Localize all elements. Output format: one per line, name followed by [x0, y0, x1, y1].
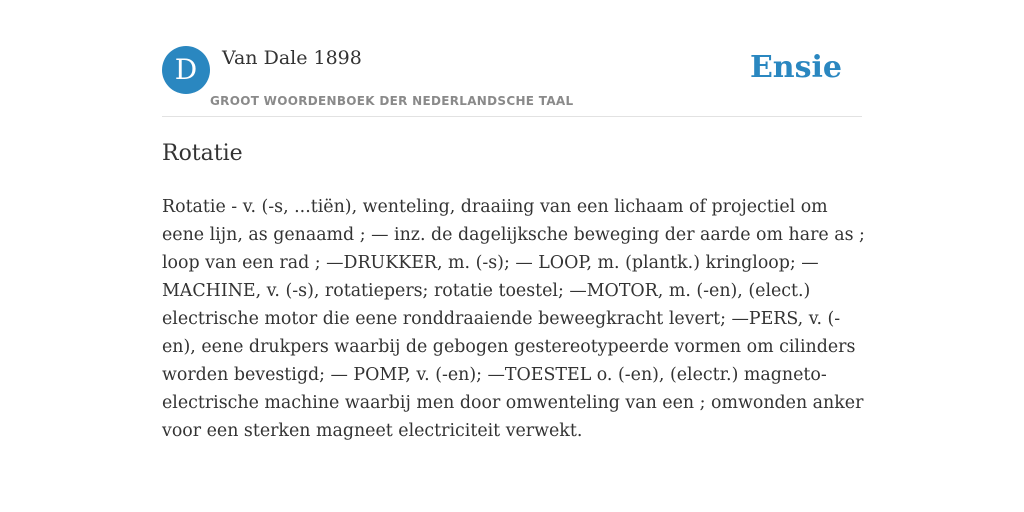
- header: [162, 46, 862, 117]
- dictionary-title[interactable]: Van Dale 1898: [222, 47, 362, 69]
- dictionary-subtitle: GROOT WOORDENBOEK DER NEDERLANDSCHE TAAL: [210, 94, 574, 108]
- entry-title: Rotatie: [162, 141, 243, 166]
- dictionary-avatar[interactable]: D: [162, 46, 210, 94]
- ensie-logo-link[interactable]: Ensie: [749, 50, 842, 85]
- entry-definition: Rotatie - v. (-s, ...tiën), wenteling, draaiing van een lichaam of projectiel om eene lijn, as genaamd ; — inz. de dagelijksche beweging der aarde om hare as ; loop van een rad ; —DRUKKER, m. (-s); — LOOP, m. (plantk.) kringloop; — MACHINE, v. (-s), rotatiepers; rotatie toestel; —MOTOR, m. (-en), (elect.) electrische motor die eene ronddraaiende beweegkracht levert; —PERS, v. (-en), eene drukpers waarbij de gebogen gestereotypeerde vormen om cilinders worden bevestigd; — POMP, v. (-en); —TOESTEL o. (-en), (electr.) magneto-electrische machine waarbij men door omwenteling van een ; omwonden anker voor een sterken magneet electriciteit verwekt.: [162, 197, 865, 441]
